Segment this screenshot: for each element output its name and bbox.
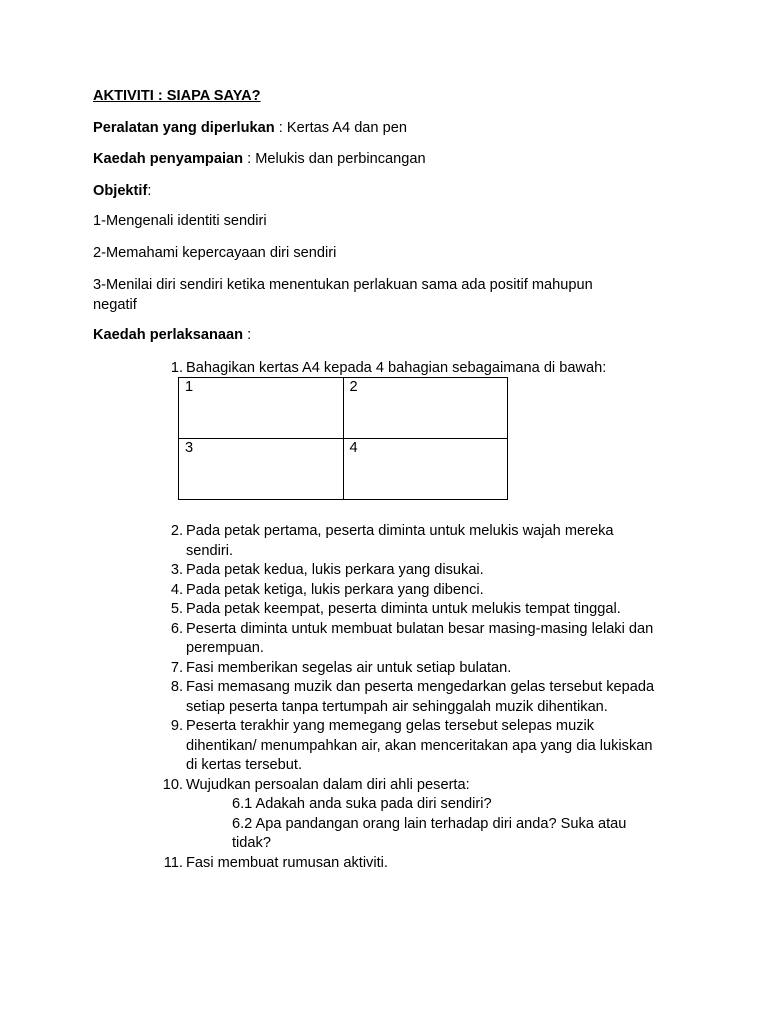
steps-list-top: [163, 359, 663, 379]
steps-list: [163, 522, 658, 873]
grid-cell-1: 1: [179, 378, 344, 439]
objective-3: 3-Menilai diri sendiri ketika menentukan perlakuan sama ada positif mahupun negatif: [93, 277, 593, 313]
sub-question-1: 6.1 Adakah anda suka pada diri sendiri?: [232, 796, 492, 812]
step-item-2: 2. Pada petak pertama, peserta diminta untuk melukis wajah mereka sendiri.: [170, 523, 614, 559]
step-item-6: 6. Peserta diminta untuk membuat bulatan besar masing-masing lelaki dan perempuan.: [170, 620, 654, 656]
grid-cell-3: 3: [179, 439, 344, 500]
step-item-10: 10. Wujudkan persoalan dalam diri ahli peserta: 6.1 Adakah anda suka pada diri sendiri? 6.2 Apa pandangan orang lain terhadap diri anda? Suka atau tidak?: [163, 776, 658, 854]
method-line: Kaedah penyampaian : Melukis dan perbincangan: [93, 151, 426, 167]
step-item-8: 8. Fasi memasang muzik dan peserta mengedarkan gelas tersebut kepada setiap peserta tanpa tertumpah air sehinggalah muzik dihentikan.: [170, 679, 655, 715]
implementation-heading: Kaedah perlaksanaan :: [93, 327, 252, 343]
step-item-11: 11. Fasi membuat rumusan aktiviti.: [163, 854, 388, 871]
equipment-line: Peralatan yang diperlukan : Kertas A4 dan pen: [93, 120, 407, 136]
step-item-7: 7. Fasi memberikan segelas air untuk setiap bulatan.: [170, 659, 512, 676]
step-item-5: 5. Pada petak keempat, peserta diminta untuk melukis tempat tinggal.: [170, 601, 621, 617]
objective-1: 1-Mengenali identiti sendiri: [93, 213, 267, 229]
drawing-grid: [178, 377, 508, 500]
step-item-9: 9. Peserta terakhir yang memegang gelas tersebut selepas muzik dihentikan/ menumpahkan air, akan menceritakan apa yang dia lukiskan di kertas tersebut.: [170, 718, 653, 773]
grid-cell-2: 2: [343, 378, 508, 439]
step-item-1: 1. Bahagikan kertas A4 kepada 4 bahagian sebagaimana di bawah:: [170, 360, 607, 376]
grid-cell-4: 4: [343, 439, 508, 500]
step-item-4: 4. Pada petak ketiga, lukis perkara yang dibenci.: [170, 581, 484, 598]
objective-2: 2-Memahami kepercayaan diri sendiri: [93, 245, 337, 261]
sub-question-2: 6.2 Apa pandangan orang lain terhadap diri anda? Suka atau tidak?: [232, 815, 627, 851]
objective-heading: Objektif:: [93, 183, 152, 199]
activity-title: AKTIVITI : SIAPA SAYA?: [93, 88, 261, 104]
step-item-3: 3. Pada petak kedua, lukis perkara yang disukai.: [170, 562, 484, 578]
